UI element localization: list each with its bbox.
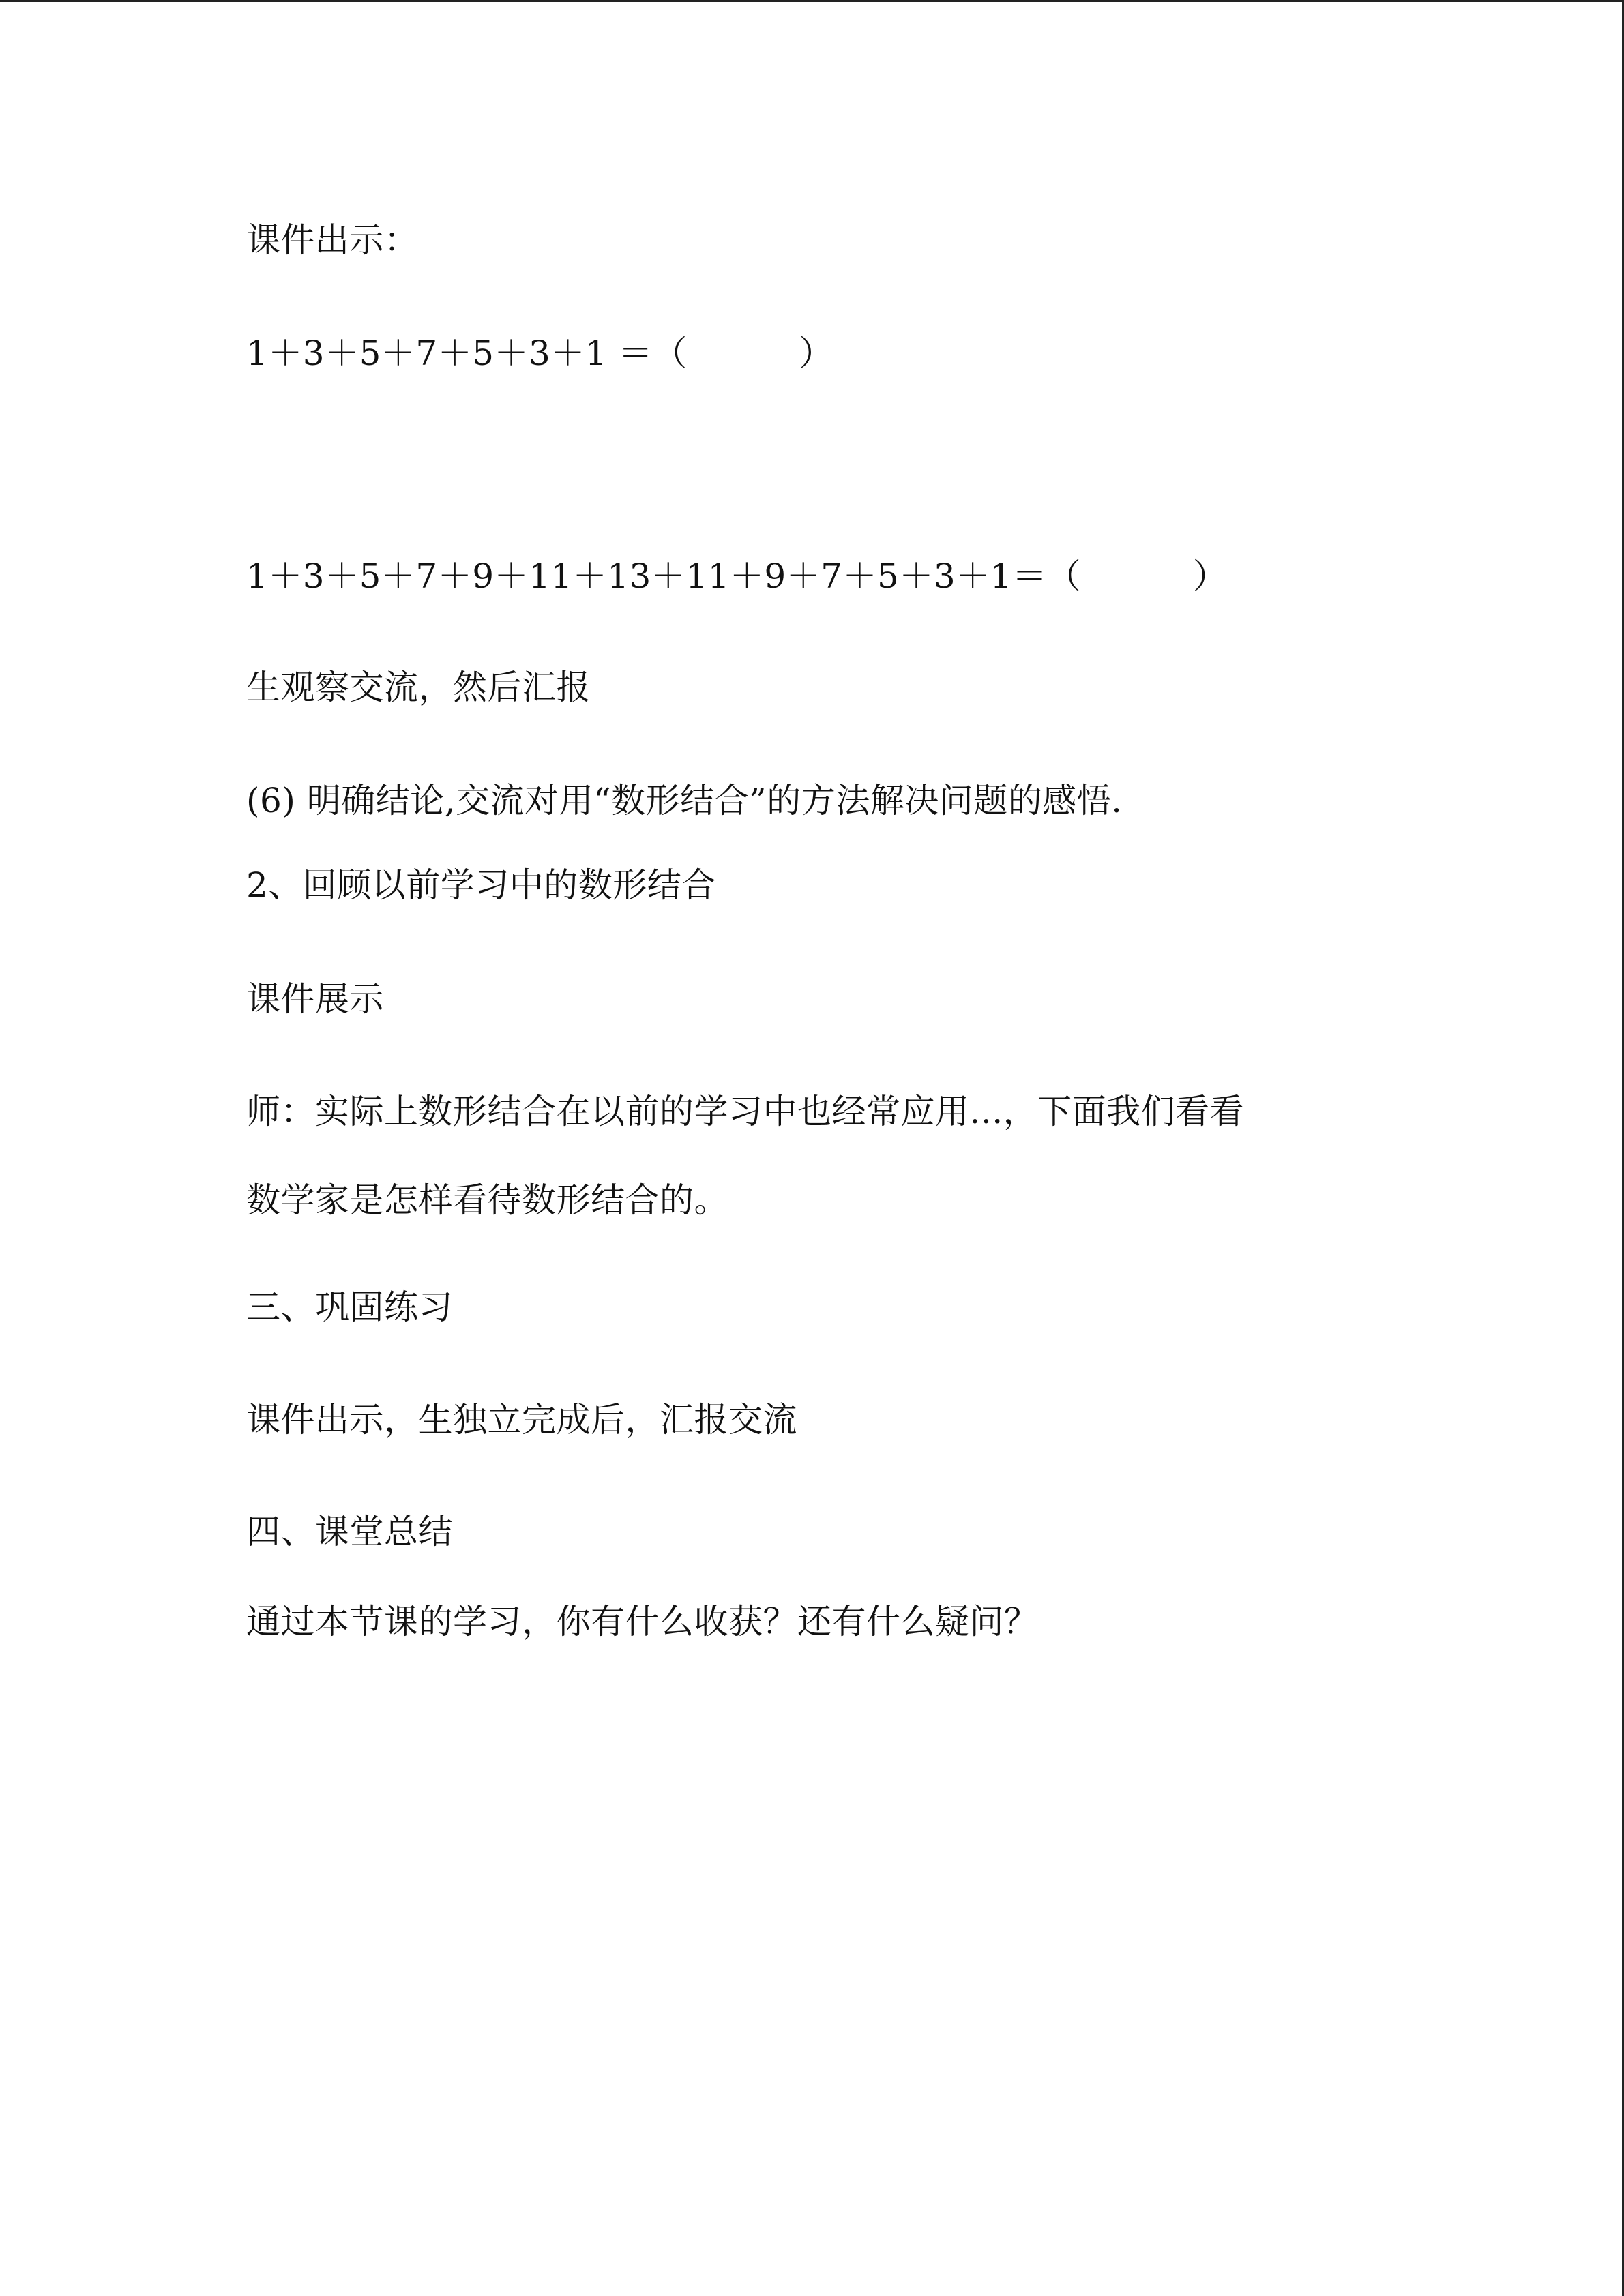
page-border-top: [0, 0, 1624, 2]
math-expression-2: 1＋3＋5＋7＋9＋11＋13＋11＋9＋7＋5＋3＋1＝（ ）: [246, 556, 1228, 596]
summary-heading: 四、课堂总结: [246, 1512, 453, 1551]
courseware-show-line: 课件展示: [246, 979, 384, 1019]
practice-instruction: 课件出示，生独立完成后，汇报交流: [246, 1400, 797, 1440]
student-observe-line: 生观察交流，然后汇报: [246, 668, 591, 707]
math-expression-1: 1＋3＋5＋7＋5＋3＋1 ＝（ ）: [246, 333, 834, 373]
practice-heading: 三、巩固练习: [246, 1287, 453, 1327]
conclusion-line: (6) 明确结论,交流对用“数形结合”的方法解决问题的感悟.: [246, 781, 1123, 820]
teacher-paragraph-line-1: 师：实际上数形结合在以前的学习中也经常应用...，下面我们看看: [246, 1092, 1245, 1131]
summary-question: 通过本节课的学习，你有什么收获？还有什么疑问？: [246, 1602, 1039, 1641]
courseware-display-heading: 课件出示：: [246, 220, 419, 260]
teacher-paragraph-line-2: 数学家是怎样看待数形结合的。: [246, 1180, 728, 1220]
review-heading: 2、回顾以前学习中的数形结合: [246, 865, 716, 905]
